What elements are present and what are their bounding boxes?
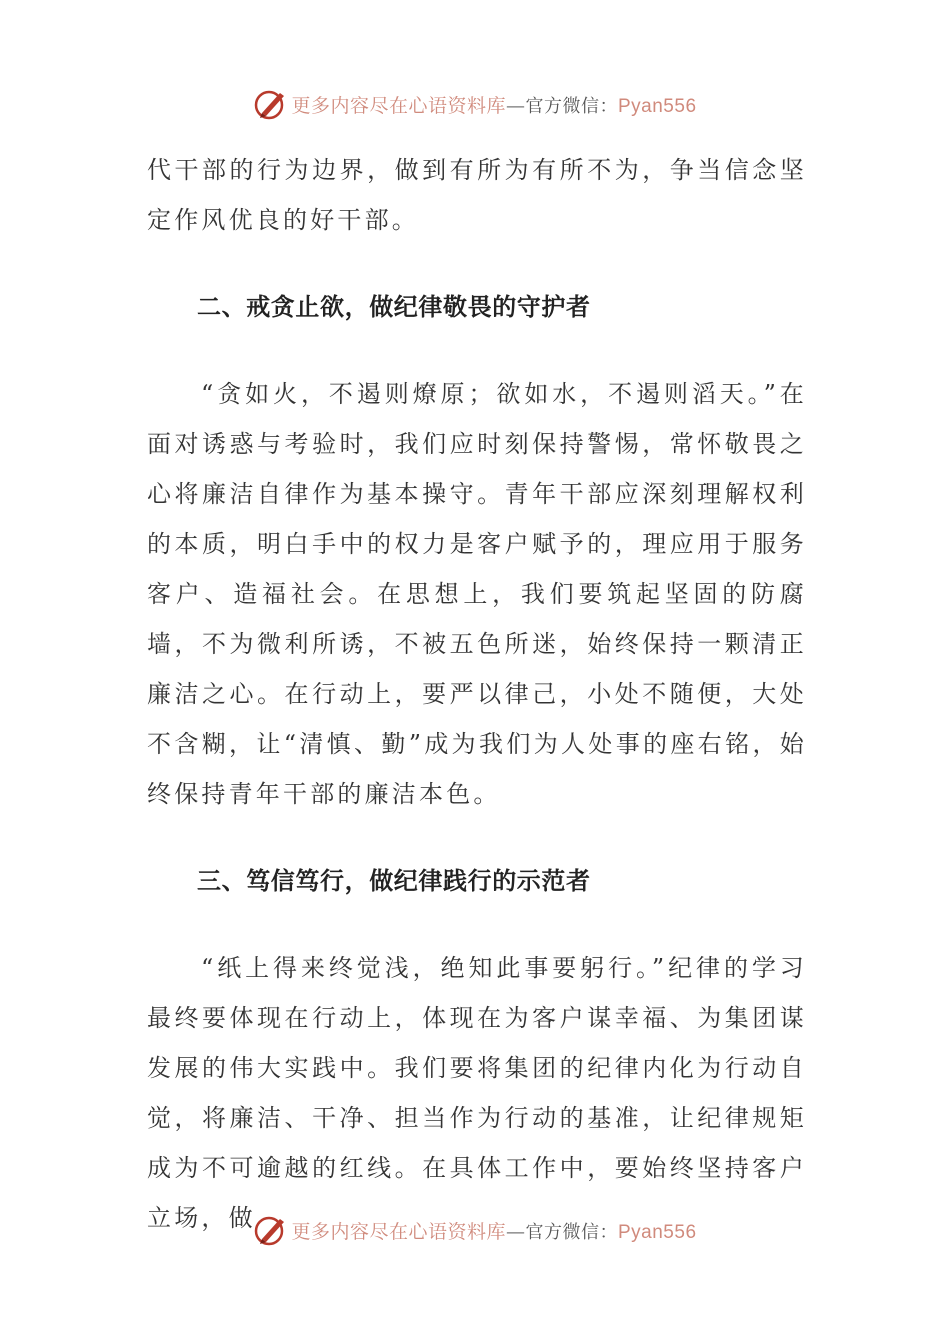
header-watermark [0,84,950,124]
footer-watermark [0,1210,950,1250]
section-heading-2: 二、戒贪止欲，做纪律敬畏的守护者 [197,293,591,321]
section-heading-3: 三、笃信笃行，做纪律践行的示范者 [197,867,591,895]
pen-logo-icon [253,1212,289,1248]
watermark-text: 更多内容尽在心语资料库—官方微信：Pyan556 [291,94,697,117]
pen-logo-icon [253,86,289,122]
paragraph-continued: 代干部的行为边界，做到有所为有所不为，争当信念坚定作风优良的好干部。 [147,156,807,234]
paragraph-section-3: “纸上得来终觉浅，绝知此事要躬行。”纪律的学习最终要体现在行动上，体现在为客户谋幸福、为集团谋发展的伟大实践中。我们要将集团的纪律内化为行动自觉，将廉洁、干净、担当作为行动的基准，让纪律规矩成为不可逾越的红线。在具体工作中，要始终坚持客户立场，做 [147,954,807,1232]
watermark-text: 更多内容尽在心语资料库—官方微信：Pyan556 [291,1220,697,1243]
paragraph-section-2: “贪如火，不遏则燎原；欲如水，不遏则滔天。”在面对诱惑与考验时，我们应时刻保持警惕，常怀敬畏之心将廉洁自律作为基本操守。青年干部应深刻理解权利的本质，明白手中的权力是客户赋予的，理应用于服务客户、造福社会。在思想上，我们要筑起坚固的防腐墙，不为微利所诱，不被五色所迷，始终保持一颗清正廉洁之心。在行动上，要严以律己，小处不随便，大处不含糊，让“清慎、勤”成为我们为人处事的座右铭，始终保持青年干部的廉洁本色。 [147,380,807,808]
document-body [147,145,807,1243]
